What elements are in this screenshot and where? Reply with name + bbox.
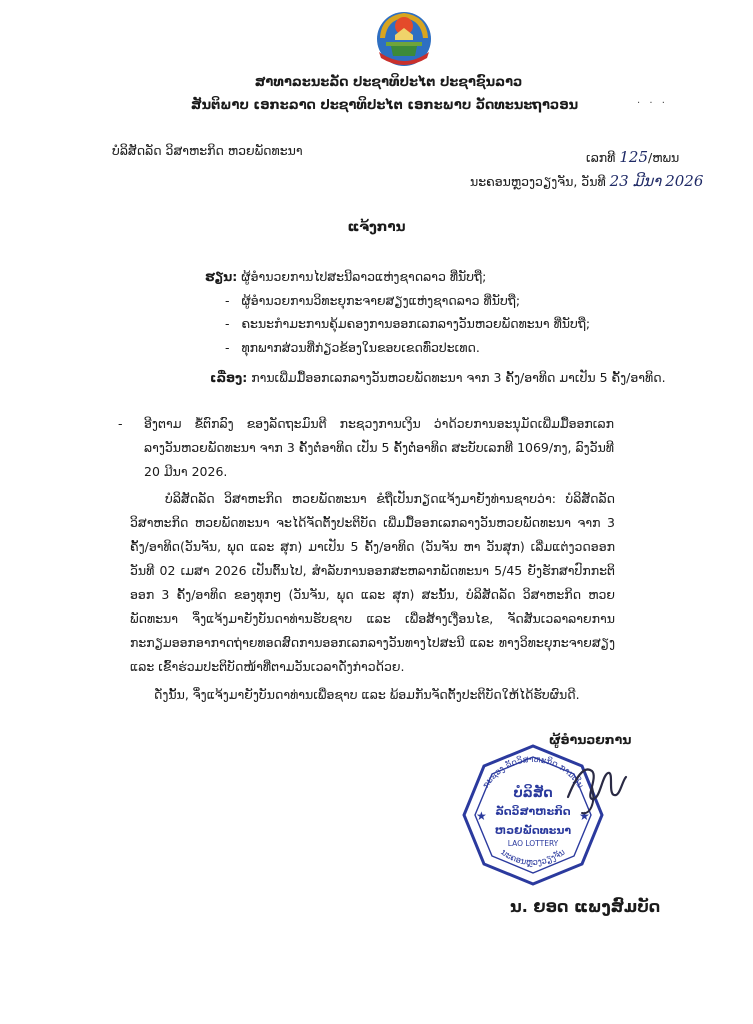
reference-suffix: /ຫພນ <box>648 150 680 165</box>
corner-marks: · · · <box>637 98 668 109</box>
recipient-item: - ຜູ້ອຳນວຍການວິທະຍຸກະຈາຍສຽງແຫ່ງຊາດລາວ ທີ່ນັບຖື; <box>225 292 521 308</box>
subject-text: ການເພີ່ມມື້ອອກເລກລາງວັນຫວຍພັດທະນາ ຈາກ 3 ຄັ້ງ/ອາທິດ ມາເປັນ 5 ຄັ້ງ/ອາທິດ. <box>251 370 666 385</box>
star-icon: ★ <box>579 809 590 823</box>
stamp-top-text: ກະຊວງ ລັດວິສາຫະກິດ ການເງິນ <box>480 754 586 791</box>
recipients-block <box>205 265 590 359</box>
handwritten-signature <box>562 757 630 819</box>
paragraph-reference <box>118 412 614 484</box>
date-day: 23 <box>609 172 629 190</box>
stamp-line-1: ບໍລິສັດ <box>513 786 553 801</box>
star-icon: ★ <box>476 809 487 823</box>
recipients-label: ຮຽນ: <box>205 269 238 284</box>
signatory-title: ຜູ້ອຳນວຍການ <box>549 732 632 747</box>
stamp-line-3: ຫວຍພັດທະນາ <box>494 824 572 837</box>
header-motto: ສັນຕິພາບ ເອກະລາດ ປະຊາທິປະໄຕ ເອກະພາບ ວັດທະນະຖາວອນ <box>190 98 579 113</box>
date-year: 2026 <box>665 172 704 190</box>
paragraph-reference-text: ອີງຕາມ ຂໍ້ຕົກລົງ ຂອງລັດຖະມົນຕີ ກະຊວງການເງິນ ວ່າດ້ວຍການອະນຸມັດເພີ່ມມື້ອອກເລກລາງວັນຫວຍພັດທະນາ ຈາກ 3 ຄັ້ງຕໍ່ອາທິດ ເປັນ 5 ຄັ້ງຕໍ່ອາທິດ ສະບັບເລກທີ 1069/ກງ, ລົງວັນທີ 20 ມີນາ 2026. <box>144 416 614 479</box>
recipient-item: - ທຸກພາກສ່ວນທີ່ກ່ຽວຂ້ອງໃນຂອບເຂດທົ່ວປະເທດ. <box>225 339 480 355</box>
reference-number <box>586 148 679 166</box>
stamp-line-4: LAO LOTTERY <box>507 839 559 848</box>
national-emblem-icon <box>371 8 437 70</box>
svg-text:ນະຄອນຫຼວງວຽງຈັນ <box>499 847 568 868</box>
header-country: ສາທາລະນະລັດ ປະຊາທິປະໄຕ ປະຊາຊົນລາວ <box>254 75 523 90</box>
recipient-item: - ຄະນະກຳມະການຄຸ້ມຄອງການອອກເລກລາງວັນຫວຍພັດທະນາ ທີ່ນັບຖື; <box>225 316 591 331</box>
date-month: ມີນາ <box>632 172 662 190</box>
recipient-first <box>205 265 590 289</box>
subject-line <box>210 370 666 385</box>
issuer-name: ບໍລິສັດລັດ ວິສາຫະກິດ ຫວຍພັດທະນາ <box>112 143 303 158</box>
stamp-line-2: ລັດວິສາຫະກິດ <box>495 805 571 818</box>
stamp-bottom-text: ນະຄອນຫຼວງວຽງຈັນ <box>498 847 568 869</box>
subject-label: ເລື່ອງ: <box>210 370 248 385</box>
document-title: ແຈ້ງການ <box>347 219 406 235</box>
paragraph-main: ບໍລິສັດລັດ ວິສາຫະກິດ ຫວຍພັດທະນາ ຂໍຖືເປັນກຽດແຈ້ງມາຍັງທ່ານຊາບວ່າ: ບໍລິສັດລັດ ວິສາຫະກິດ ຫວຍພັດທະນາ ຈະໄດ້ຈັດຕັ້ງປະຕິບັດ ເພີ່ມມື້ອອກເລກລາງວັນຫວຍພັດທະນາ ຈາກ 3 ຄັ້ງ/ອາທິດ(ວັນຈັນ, ພຸດ ແລະ ສຸກ) ມາເປັນ 5 ຄັ້ງ/ອາທິດ (ວັນຈັນ ຫາ ວັນສຸກ) ເລີ່ມແຕ່ງວດອອກວັນທີ 02 ເມສາ 2026 ເປັນຕົ້ນໄປ, ສໍາລັບການອອກສະຫລາກພັດທະນາ 5/45 ຍັງຮັກສາປົກກະຕິ ອອກ 3 ຄັ້ງ/ອາທິດ ຂອງທຸກໆ (ວັນຈັນ, ພຸດ ແລະ ສຸກ) ສະນັ້ນ, ບໍລິສັດລັດ ວິສາຫະກິດ ຫວຍພັດທະນາ ຈຶ່ງແຈ້ງມາຍັງບັນດາທ່ານຮັບຊາບ ແລະ ເພື່ອສ້າງເງື່ອນໄຂ, ຈັດສັນເວລາລາຍການ ກະກຽມອອກອາກາດຖ່າຍທອດສົດການອອກເລກລາງວັນທາງໄປສະນີ ແລະ ທາງວິທະຍຸກະຈາຍສຽງ ແລະ ເຂົ້າຮ່ວມປະຕິບັດໜ້າທີ່ຕາມວັນເວລາດັ່ງກ່າວດ້ວຍ. <box>130 491 615 674</box>
bullet-dash: - <box>118 416 123 431</box>
reference-number-handwritten: 125 <box>619 148 649 166</box>
reference-label: ເລກທີ <box>586 150 616 165</box>
date-line <box>470 172 703 190</box>
signatory-name: ນ. ຍອດ ແພງສົມບັດ <box>510 897 661 916</box>
date-prefix: ນະຄອນຫຼວງວຽງຈັນ, ວັນທີ <box>470 174 606 189</box>
paragraph-closing: ດັ່ງນັ້ນ, ຈຶ່ງແຈ້ງມາຍັງບັນດາທ່ານເພື່ອຊາບ ແລະ ພ້ອມກັນຈັດຕັ້ງປະຕິບັດໃຫ້ໄດ້ຮັບຜົນດີ. <box>154 687 580 702</box>
recipient-first-text: ຜູ້ອຳນວຍການໄປສະນີລາວແຫ່ງຊາດລາວ ທີ່ນັບຖື; <box>241 269 487 284</box>
